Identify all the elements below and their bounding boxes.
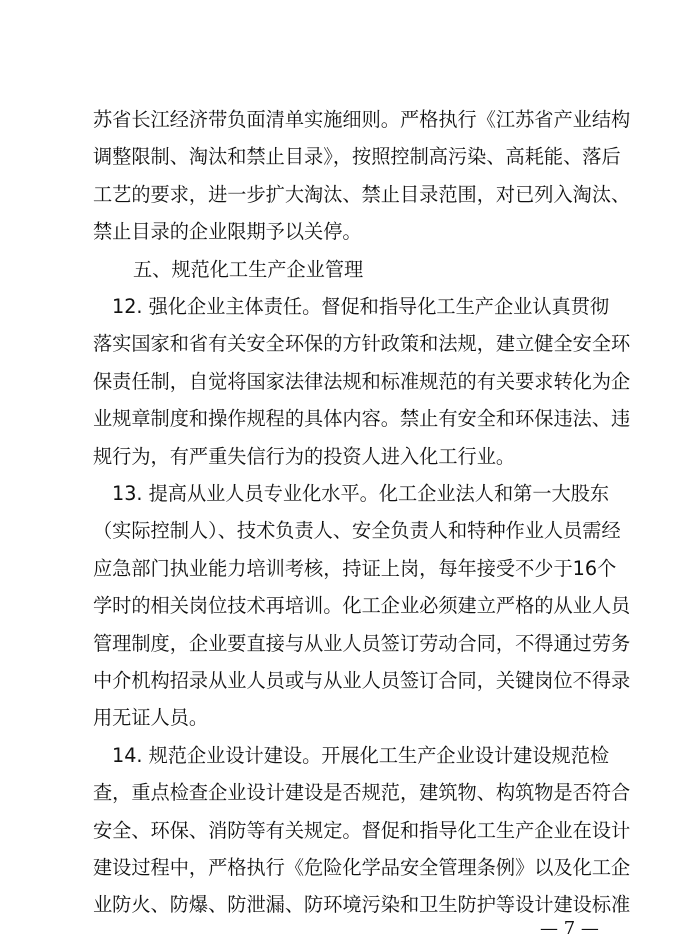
paragraph-start-13: 13. 提高从业人员专业化水平。化工企业法人和第一大股东 xyxy=(112,482,610,505)
body-line: 业防火、防爆、防泄漏、防环境污染和卫生防护等设计建设标准 xyxy=(93,893,631,917)
body-line: 规行为，有严重失信行为的投资人进入化工行业。 xyxy=(93,444,516,468)
body-line: 调整限制、淘汰和禁止目录》，按照控制高污染、高耗能、落后 xyxy=(93,145,621,169)
body-line: 禁止目录的企业限期予以关停。 xyxy=(93,220,362,244)
body-line: 业规章制度和操作规程的具体内容。禁止有安全和环保违法、违 xyxy=(93,407,631,431)
body-line: （实际控制人）、技术负责人、安全负责人和特种作业人员需经 xyxy=(93,519,621,543)
paragraph-start-12: 12. 强化企业主体责任。督促和指导化工生产企业认真贯彻 xyxy=(112,295,610,318)
body-line: 工艺的要求，进一步扩大淘汰、禁止目录范围，对已列入淘汰、 xyxy=(93,182,631,206)
body-line: 建设过程中，严格执行《危险化学品安全管理条例》以及化工企 xyxy=(93,856,631,879)
body-line: 管理制度，企业要直接与从业人员签订劳动合同，不得通过劳务 xyxy=(93,631,631,655)
page-number: — 7 — xyxy=(540,918,599,939)
section-heading: 五、规范化工生产企业管理 xyxy=(133,257,364,281)
body-line: 学时的相关岗位技术再培训。化工企业必须建立严格的从业人员 xyxy=(93,594,631,618)
body-line: 用无证人员。 xyxy=(93,706,209,730)
paragraph-start-14: 14. 规范企业设计建设。开展化工生产企业设计建设规范检 xyxy=(112,743,610,767)
body-line: 保责任制，自觉将国家法律法规和标准规范的有关要求转化为企 xyxy=(93,369,631,393)
body-line: 查，重点检查企业设计建设是否规范，建筑物、构筑物是否符合 xyxy=(93,781,631,805)
body-line: 中介机构招录从业人员或与从业人员签订合同，关键岗位不得录 xyxy=(93,669,631,692)
body-line: 苏省长江经济带负面清单实施细则。严格执行《江苏省产业结构 xyxy=(93,108,631,131)
body-line: 安全、环保、消防等有关规定。督促和指导化工生产企业在设计 xyxy=(93,818,631,842)
body-line: 落实国家和省有关安全环保的方针政策和法规，建立健全安全环 xyxy=(93,332,631,356)
body-line: 应急部门执业能力培训考核，持证上岗，每年接受不少于16个 xyxy=(93,556,617,580)
